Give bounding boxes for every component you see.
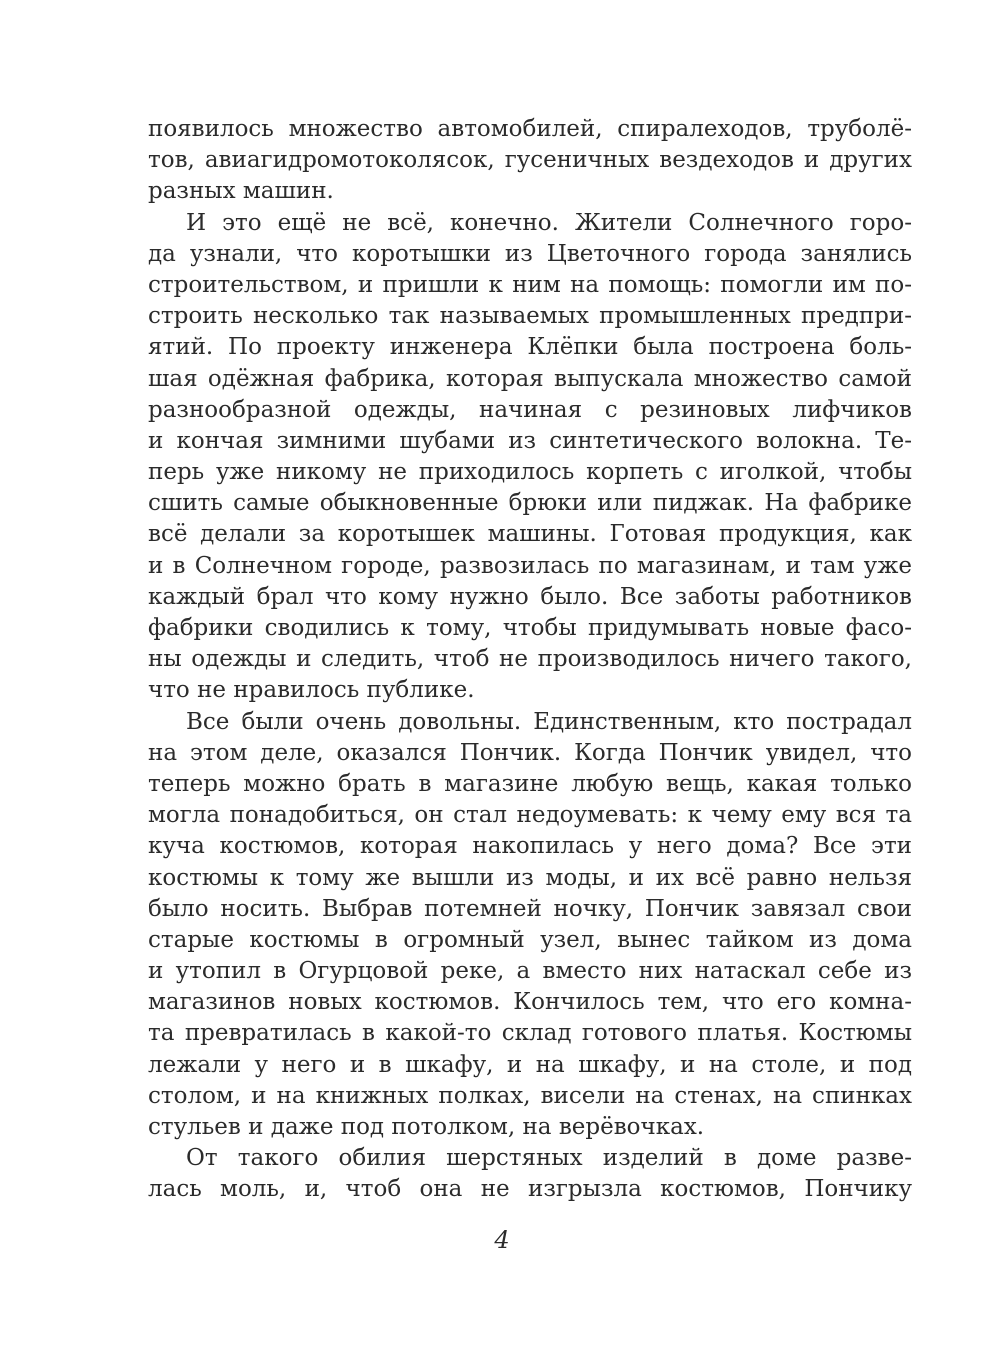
text-line: что не нравилось публике. (148, 677, 475, 704)
text-line: строительством, и пришли к ним на помощь: помогли им по- (148, 271, 912, 298)
text-line: теперь можно брать в магазине любую вещь, какая только (148, 770, 912, 797)
text-line: каждый брал что кому нужно было. Все заботы работников (148, 583, 912, 610)
text-line: на этом деле, оказался Пончик. Когда Пончик увидел, что (148, 739, 912, 766)
text-line: фабрики сводились к тому, чтобы придумывать новые фасо- (148, 615, 912, 641)
text-line: разнообразной одежды, начиная с резиновых лифчиков (148, 396, 912, 423)
text-line: шая одёжная фабрика, которая выпускала множество самой (148, 365, 912, 392)
text-line: всё делали за коротышек машины. Готовая продукция, как (148, 521, 912, 548)
page-number: 4 (494, 1226, 510, 1254)
text-line: та превратилась в какой-то склад готового платья. Костюмы (148, 1020, 912, 1047)
text-line: и кончая зимними шубами из синтетического волокна. Те- (148, 427, 912, 454)
body-text (148, 114, 912, 1206)
paragraph (148, 1143, 912, 1205)
text-line: столом, и на книжных полках, висели на стенах, на спинках (148, 1082, 912, 1109)
text-line: и утопил в Огурцовой реке, а вместо них натаскал себе из (148, 958, 912, 985)
text-line: лась моль, и, чтоб она не изгрызла костюмов, Пончику (148, 1176, 912, 1203)
paragraph (148, 707, 912, 1144)
text-line: И это ещё не всё, конечно. Жители Солнечного горо- (186, 209, 912, 236)
paragraph (148, 208, 912, 707)
text-line: ятий. По проекту инженера Клёпки была построена боль- (148, 334, 912, 361)
text-line: и в Солнечном городе, развозилась по магазинам, и там уже (148, 552, 912, 579)
text-line: могла понадобиться, он стал недоумевать: к чему ему вся та (148, 802, 912, 829)
text-line: перь уже никому не приходилось корпеть с иголкой, чтобы (148, 459, 912, 486)
text-line: куча костюмов, которая накопилась у него дома? Все эти (148, 833, 912, 860)
text-line: разных машин. (148, 178, 334, 205)
text-line: костюмы к тому же вышли из моды, и их всё равно нельзя (148, 864, 912, 891)
text-line: ны одежды и следить, чтоб не производилось ничего такого, (148, 646, 912, 673)
text-line: Все были очень довольны. Единственным, кто пострадал (186, 708, 912, 735)
text-line: строить несколько так называемых промышленных предпри- (148, 303, 912, 330)
text-line: лежали у него и в шкафу, и на шкафу, и на столе, и под (148, 1051, 912, 1078)
text-line: магазинов новых костюмов. Кончилось тем, что его комна- (148, 989, 912, 1016)
text-line: появилось множество автомобилей, спиралеходов, труболё- (148, 116, 912, 142)
text-line: тов, авиагидромотоколясок, гусеничных вездеходов и других (148, 147, 912, 174)
paragraph (148, 114, 912, 208)
text-line: стульев и даже под потолком, на верёвочках. (148, 1114, 705, 1140)
text-line: да узнали, что коротышки из Цветочного города занялись (148, 240, 912, 267)
text-line: старые костюмы в огромный узел, вынес тайком из дома (148, 926, 912, 953)
text-line: сшить самые обыкновенные брюки или пиджак. На фабрике (148, 490, 912, 517)
text-line: было носить. Выбрав потемней ночку, Пончик завязал свои (148, 895, 912, 922)
text-line: От такого обилия шерстяных изделий в доме разве- (186, 1145, 912, 1172)
